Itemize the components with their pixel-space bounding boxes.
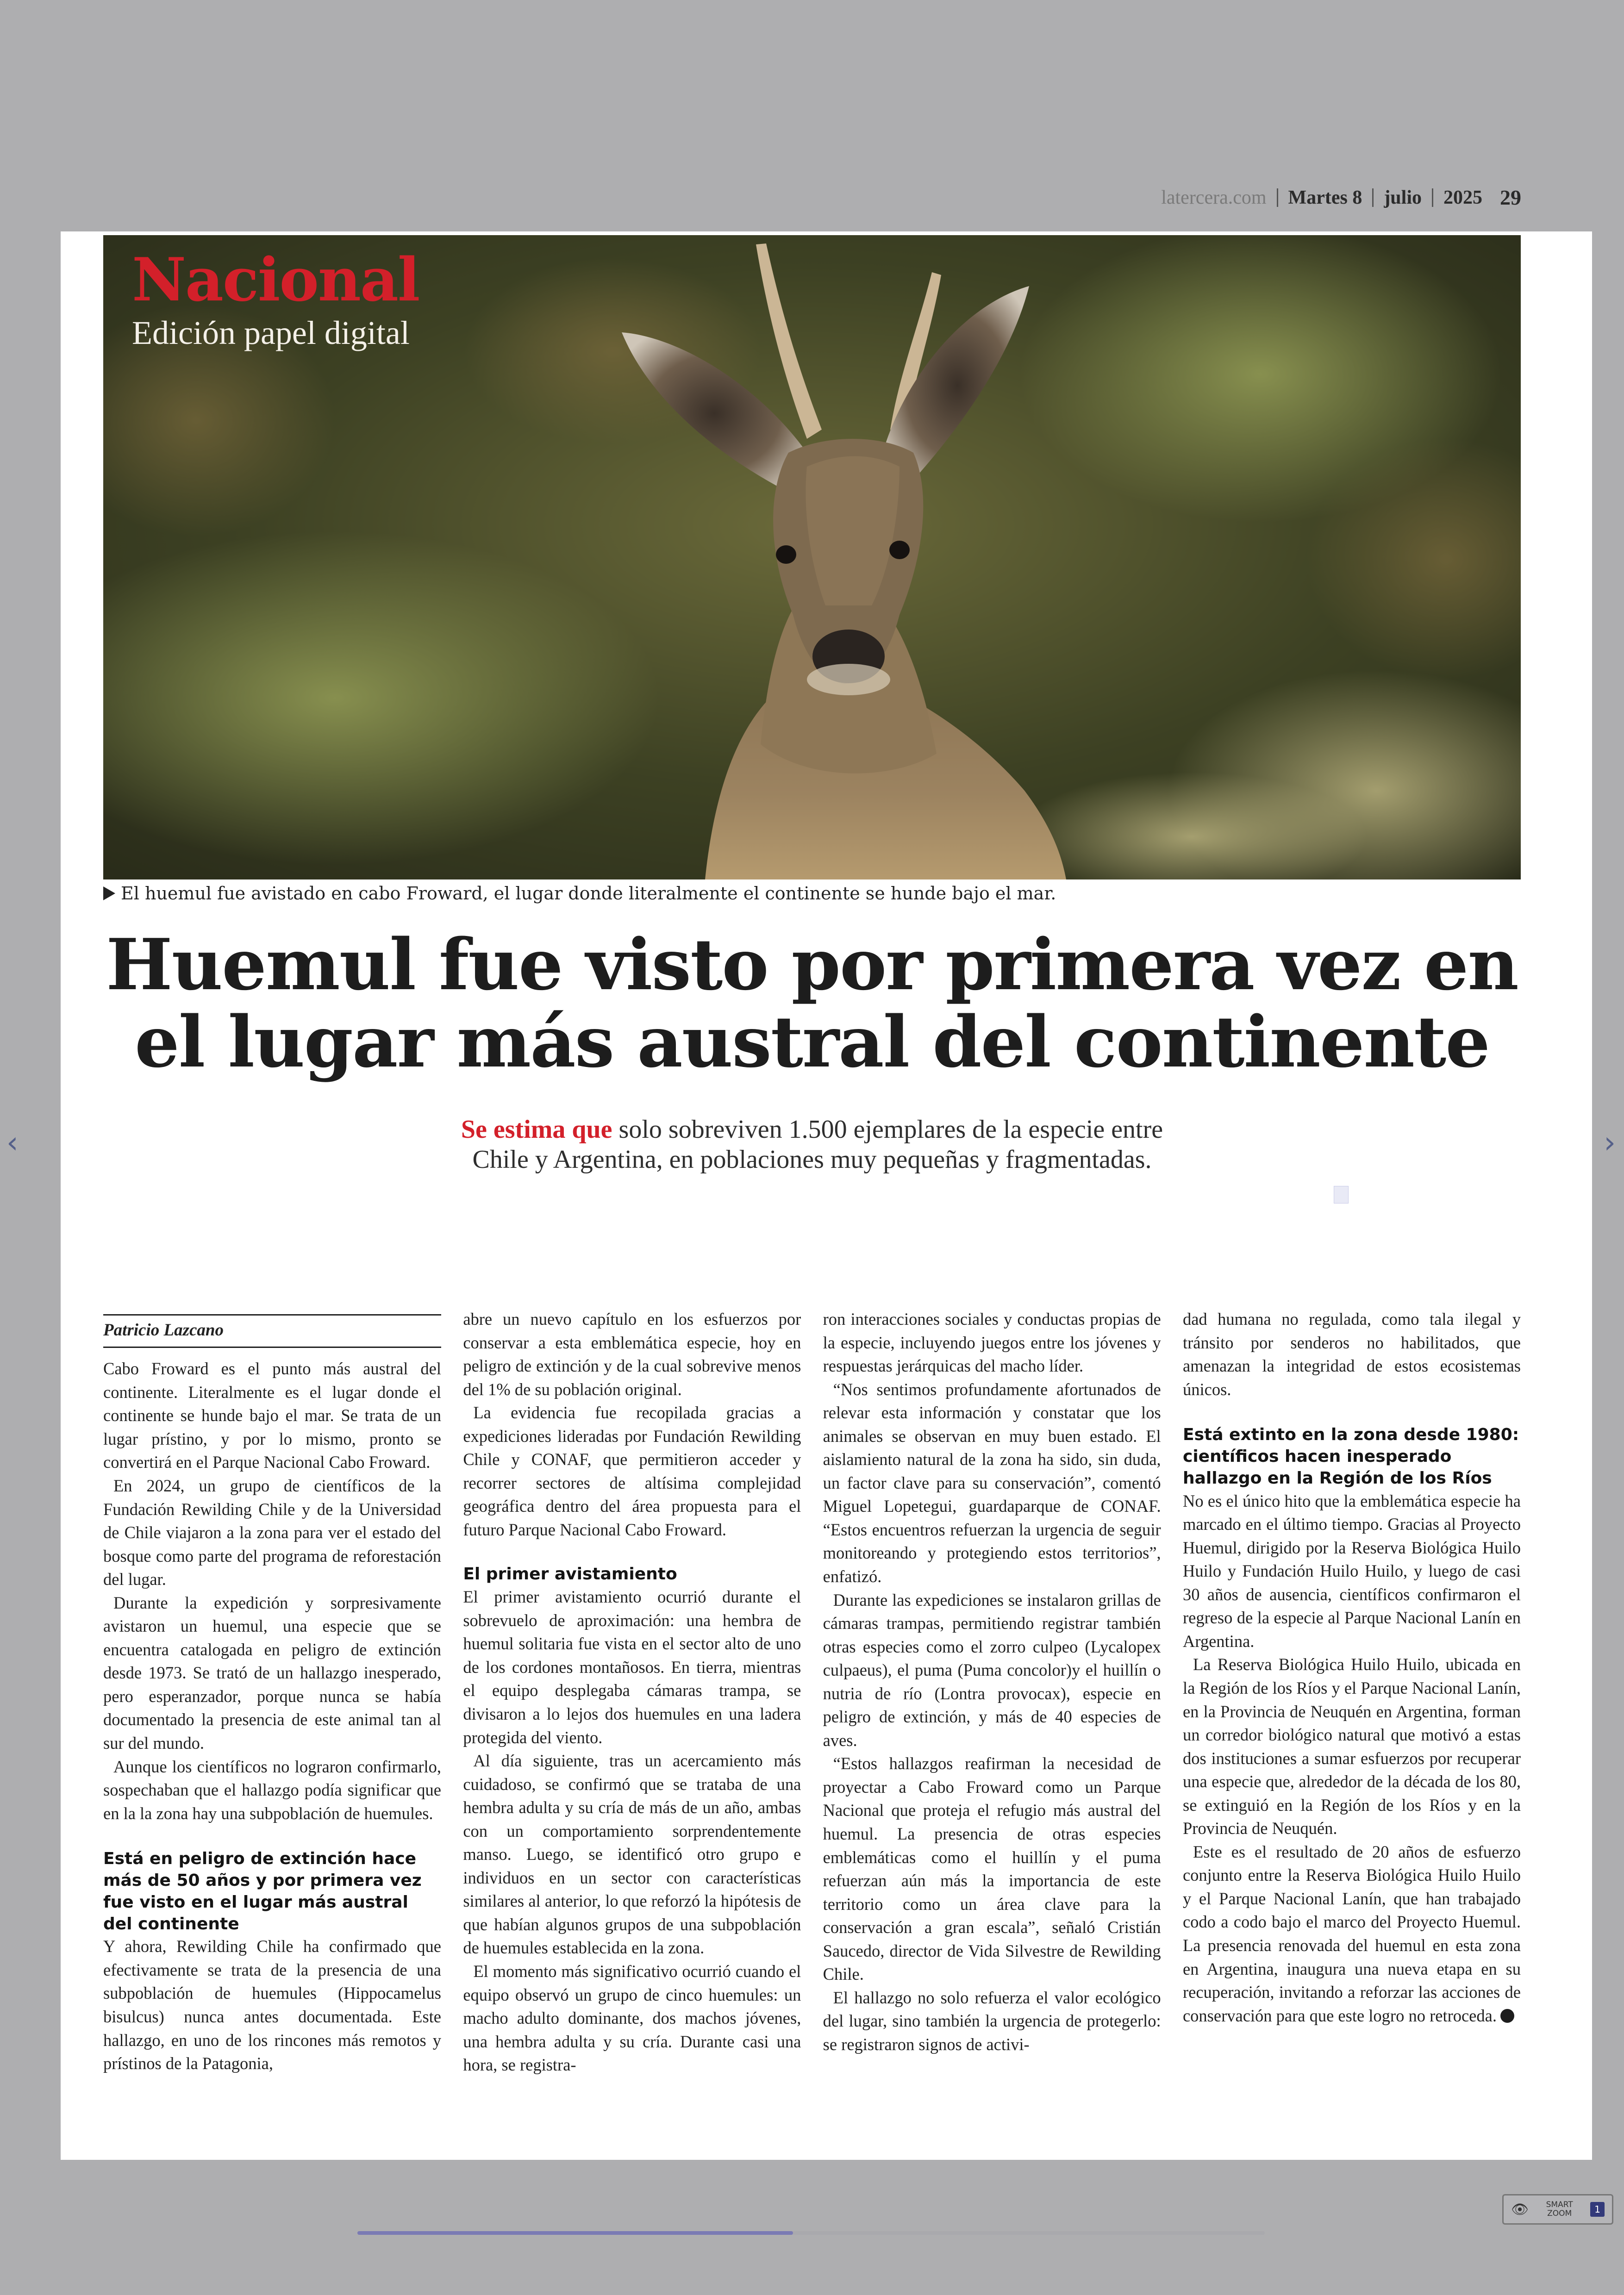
- page-header: [1161, 185, 1521, 210]
- paragraph: “Nos sentimos profundamente afortunados de relevar esta información y constatar que los animales se observan en muy buen estado. El aislamiento natural de la zona ha sido, sin duda, un factor clave para su conservación”, comentó Miguel Lopetegui, guardaparque de CONAF. “Estos encuentros refuerzan la urgencia de seguir monitoreando y protegiendo estos territorios”, enfatizó.: [823, 1379, 1161, 1586]
- paragraph: Durante la expedición y sorpresivamente avistaron un huemul, una especie que se encuentra catalogada en peligro de extinción desde 1973. Se trató de un hallazgo inesperado, pero esperanzador, porque nunca se había documentado la presencia de este animal tan al sur del mundo.: [103, 1593, 441, 1752]
- smart-zoom-label: SMART ZOOM: [1546, 2200, 1573, 2218]
- paragraph: Este es el resultado de 20 años de esfuerzo conjunto entre la Reserva Biológica Huilo Huilo y el Parque Nacional Lanín, que han trabajado codo a codo bajo el marco del Proyecto Huemul. La presencia renovada del huemul en esta zona en Argentina, inaugura una nueva etapa en su recuperación, invitando a reforzar las acciones de conservación para que este logro no retroceda.: [1182, 1842, 1521, 2025]
- paragraph: Y ahora, Rewilding Chile ha confirmado que efectivamente se trata de la presencia de una subpoblación de huemules (Hippocamelus bisulcus) nunca antes documentada. Este hallazgo, en uno de los rincones más remotos y prístinos de la Patagonia,: [103, 1937, 441, 2073]
- article-column-1: [103, 1308, 441, 2127]
- chevron-right-icon[interactable]: ›: [1604, 1126, 1616, 1160]
- eye-icon: 👁: [1511, 2201, 1529, 2218]
- header-divider: [1372, 188, 1374, 207]
- article-column-3: [823, 1308, 1161, 2127]
- deck-text: Chile y Argentina, en poblaciones muy pequeñas y fragmentadas.: [472, 1145, 1152, 1174]
- smart-zoom-button[interactable]: [1502, 2194, 1613, 2225]
- author-byline: Patricio Lazcano: [103, 1314, 441, 1348]
- headline-line: el lugar más austral del continente: [135, 1000, 1489, 1084]
- article-deck: [362, 1115, 1262, 1175]
- caption-arrow-icon: [103, 886, 115, 900]
- header-date-year: 2025: [1443, 187, 1482, 208]
- article-headline: [103, 923, 1521, 1084]
- paragraph: El momento más significativo ocurrió cuando el equipo observó un grupo de cinco huemules: un macho adulto dominante, dos machos jóvenes, una hembra adulta y su cría. Durante casi una hora, se registra-: [463, 1962, 801, 2075]
- article-column-2: [463, 1308, 801, 2127]
- paragraph: En 2024, un grupo de científicos de la Fundación Rewilding Chile y de la Universidad de Chile viajaron a la zona para ver el estado del bosque como parte del programa de reforestación del lugar.: [103, 1476, 441, 1589]
- paragraph: “Estos hallazgos reafirman la necesidad de proyectar a Cabo Froward como un Parque Nacional que proteja el refugio más austral del huemul. La presencia de otras especies emblemáticas como el huillín y el puma refuerzan aún más la importancia de este territorio como un área clave para la conservación a gran escala”, señaló Cristián Saucedo, director de Vida Silvestre de Rewilding Chile.: [823, 1754, 1161, 1984]
- paragraph: El hallazgo no solo refuerza el valor ecológico del lugar, sino también la urgencia de protegerlo: se registraron signos de activi-: [823, 1988, 1161, 2054]
- page-marker-icon[interactable]: [1334, 1186, 1349, 1204]
- paragraph: ron interacciones sociales y conductas propias de la especie, incluyendo juegos entre los jóvenes y respuestas jerárquicas del macho líder.: [823, 1310, 1161, 1376]
- paragraph: Aunque los científicos no lograron confirmarlo, sospechaban que el hallazgo podía significar que en la la zona hay una subpoblación de huemules.: [103, 1757, 441, 1823]
- paragraph: La evidencia fue recopilada gracias a expediciones lideradas por Fundación Rewilding Chile y CONAF, que permitieron acceder y recorrer sectores de altísima complejidad geográfica dentro del área propuesta para el futuro Parque Nacional Cabo Froward.: [463, 1403, 801, 1539]
- article-body: [103, 1308, 1521, 2127]
- reading-progress-fill: [357, 2231, 793, 2235]
- site-name: latercera.com: [1161, 187, 1267, 208]
- subheading: El primer avistamiento: [463, 1565, 677, 1584]
- header-divider: [1277, 188, 1278, 207]
- subheading: Está en peligro de extinción hace más de 50 años y por primera vez fue visto en el lugar más austral del continente: [103, 1849, 422, 1933]
- photo-caption: El huemul fue avistado en cabo Froward, el lugar donde literalmente el continente se hunde bajo el mar.: [103, 883, 1056, 904]
- headline-line: Huemul fue visto por primera vez en: [106, 923, 1518, 1006]
- section-branding: [132, 245, 419, 352]
- paragraph: Al día siguiente, tras un acercamiento más cuidadoso, se confirmó que se trataba de una hembra adulta y su cría de más de un año, ambas con un comportamiento sorprendentemente manso. Luego, se identificó otro grupo e individuos en un sector con características similares al anterior, lo que reforzó la hipótesis de que habían algunos grupos de una subpoblación de huemules establecida en la zona.: [463, 1751, 801, 1958]
- zoom-level-badge: 1: [1590, 2202, 1605, 2217]
- newspaper-page: [61, 231, 1592, 2160]
- header-date-month: julio: [1384, 187, 1422, 208]
- page-number: 29: [1500, 186, 1521, 209]
- deck-text: solo sobreviven 1.500 ejemplares de la especie entre: [618, 1115, 1163, 1144]
- chevron-left-icon[interactable]: ‹: [6, 1126, 19, 1160]
- reading-progress-bar[interactable]: [357, 2231, 1265, 2235]
- article-column-4: [1183, 1308, 1521, 2127]
- paragraph: La Reserva Biológica Huilo Huilo, ubicada en la Región de los Ríos y el Parque Nacional Lanín, en la Provincia de Neuquén en Argentina, forman un corredor biológico natural que motivó a estas dos instituciones a sumar esfuerzos por recuperar una especie que, alrededor de la década de los 80, se extinguió en la Región de los Ríos y en la Provincia de Neuquén.: [1182, 1655, 1521, 1838]
- paragraph: El primer avistamiento ocurrió durante el sobrevuelo de aproximación: una hembra de huemul solitaria fue vista en el sector alto de uno de los cordones montañosos. En tierra, mientras el equipo desplegaba cámaras trampa, se divisaron a lo lejos dos huemules en una ladera protegida del viento.: [463, 1587, 801, 1747]
- end-of-article-icon: [1500, 2009, 1514, 2023]
- paragraph: Cabo Froward es el punto más austral del continente. Literalmente es el lugar donde el continente se hunde bajo el mar. Se trata de un lugar prístino, y por lo mismo, pronto se convertirá en el Parque Nacional Cabo Froward.: [103, 1359, 441, 1472]
- paragraph: dad humana no regulada, como tala ilegal y tránsito por senderos no habilitados, que amenazan la integridad de estos ecosistemas únicos.: [1182, 1310, 1521, 1399]
- edition-label: Edición papel digital: [132, 314, 410, 352]
- paragraph: Durante las expediciones se instalaron grillas de cámaras trampas, permitiendo registrar también otras especies como el zorro culpeo (Lycalopex culpaeus), el puma (Puma concolor)y el huillín o nutria de río (Lontra provocax), especie en peligro de extinción, y más de 40 especies de aves.: [823, 1590, 1161, 1750]
- paragraph: No es el único hito que la emblemática especie ha marcado en el último tiempo. Gracias al Proyecto Huemul, dirigido por la Reserva Biológica Huilo Huilo y Fundación Huilo Huilo, y luego de casi 30 años de ausencia, científicos confirmaron el regreso de la especie al Parque Nacional Lanín en Argentina.: [1182, 1491, 1521, 1651]
- paragraph: abre un nuevo capítulo en los esfuerzos por conservar a esta emblemática especie, hoy en peligro de extinción y de la cual sobrevive menos del 1% de su población original.: [463, 1310, 801, 1399]
- section-title: Nacional: [132, 245, 419, 315]
- deck-lead: Se estima que: [461, 1115, 612, 1144]
- hero-photo: [103, 235, 1521, 879]
- header-divider: [1432, 188, 1433, 207]
- subheading: Está extinto en la zona desde 1980: científicos hacen inesperado hallazgo en la Región de los Ríos: [1182, 1425, 1519, 1488]
- header-date-weekday: Martes 8: [1288, 187, 1362, 208]
